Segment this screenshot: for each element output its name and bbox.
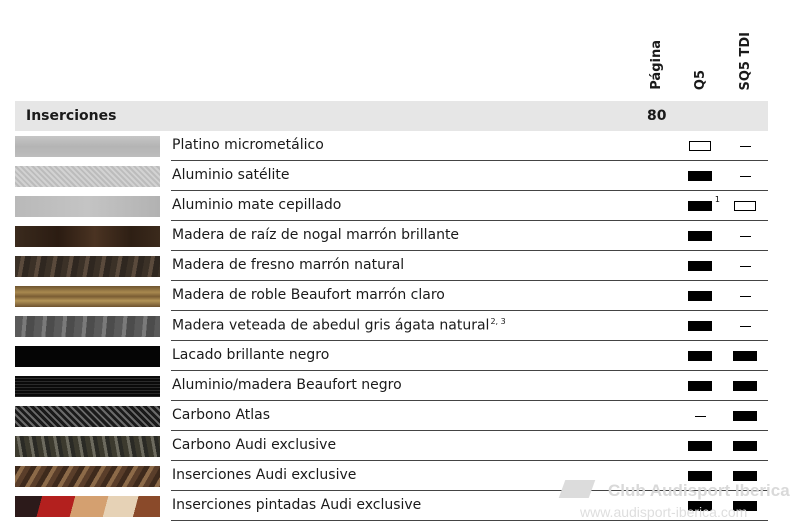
row-label	[172, 437, 336, 453]
availability-cell-sq5	[725, 431, 765, 461]
availability-cell-sq5	[725, 311, 765, 341]
row-label	[172, 137, 324, 153]
availability-cell-sq5	[725, 251, 765, 281]
standard-equipment-icon	[733, 441, 757, 451]
table-row	[15, 461, 768, 491]
row-label-text: Madera veteada de abedul gris ágata natural	[172, 317, 490, 334]
table-row	[15, 221, 768, 251]
availability-cell-q5	[680, 221, 720, 251]
standard-equipment-icon	[688, 195, 720, 211]
not-available-icon	[740, 146, 751, 147]
row-label	[172, 317, 506, 334]
table-row	[15, 401, 768, 431]
row-label	[172, 377, 402, 393]
column-header-pagina	[646, 30, 666, 90]
standard-equipment-icon	[688, 381, 712, 391]
not-available-icon	[695, 416, 706, 417]
standard-equipment-icon	[733, 471, 757, 481]
column-header-q5	[690, 30, 710, 90]
standard-equipment-icon	[688, 171, 712, 181]
row-label-text: Aluminio mate cepillado	[172, 197, 342, 213]
standard-equipment-icon	[688, 471, 712, 481]
availability-cell-sq5	[725, 341, 765, 371]
standard-equipment-icon	[688, 441, 712, 451]
table-row	[15, 371, 768, 401]
material-swatch	[15, 496, 160, 517]
section-page-number: 80	[647, 108, 667, 124]
section-title: Inserciones	[26, 108, 117, 124]
material-swatch	[15, 136, 160, 157]
availability-cell-q5	[680, 461, 720, 491]
not-available-icon	[740, 236, 751, 237]
column-header-sq5	[735, 30, 755, 90]
table-row	[15, 341, 768, 371]
material-swatch	[15, 226, 160, 247]
standard-equipment-icon	[688, 351, 712, 361]
material-swatch	[15, 166, 160, 187]
row-label	[172, 257, 404, 273]
row-footnote: 2, 3	[490, 317, 506, 326]
material-swatch	[15, 286, 160, 307]
table-row	[15, 431, 768, 461]
availability-cell-q5	[680, 431, 720, 461]
availability-cell-q5	[680, 191, 720, 221]
standard-equipment-icon	[733, 381, 757, 391]
table-row	[15, 251, 768, 281]
availability-cell-sq5	[725, 131, 765, 161]
row-label-text: Madera de fresno marrón natural	[172, 257, 405, 273]
availability-cell-sq5	[725, 191, 765, 221]
table-row	[15, 191, 768, 221]
row-label-text: Inserciones Audi exclusive	[172, 467, 357, 483]
table-row	[15, 491, 768, 521]
row-label-text: Carbono Audi exclusive	[172, 437, 337, 453]
row-label	[172, 497, 421, 513]
row-divider	[171, 520, 768, 521]
optional-equipment-icon	[689, 141, 711, 151]
row-label-text: Madera de raíz de nogal marrón brillante	[172, 227, 460, 243]
row-label	[172, 407, 270, 423]
table-row	[15, 161, 768, 191]
watermark-url: www.audisport-iberica.com	[580, 504, 748, 520]
availability-cell-q5	[680, 401, 720, 431]
cell-footnote: 1	[714, 195, 720, 204]
material-swatch	[15, 256, 160, 277]
availability-cell-sq5	[725, 401, 765, 431]
availability-cell-q5	[680, 281, 720, 311]
material-swatch	[15, 346, 160, 367]
material-swatch	[15, 316, 160, 337]
availability-cell-q5	[680, 491, 720, 521]
not-available-icon	[740, 296, 751, 297]
optional-equipment-icon	[734, 201, 756, 211]
availability-cell-sq5	[725, 461, 765, 491]
not-available-icon	[740, 266, 751, 267]
row-label	[172, 227, 459, 243]
row-label-text: Inserciones pintadas Audi exclusive	[172, 497, 422, 513]
row-label	[172, 167, 290, 183]
column-header-pagina-label: Página	[648, 40, 664, 90]
standard-equipment-icon	[733, 411, 757, 421]
row-label-text: Platino micrometálico	[172, 137, 324, 153]
availability-cell-sq5	[725, 161, 765, 191]
row-label-text: Lacado brillante negro	[172, 347, 330, 363]
material-swatch	[15, 376, 160, 397]
availability-cell-sq5	[725, 371, 765, 401]
material-swatch	[15, 406, 160, 427]
not-available-icon	[740, 326, 751, 327]
table-row	[15, 281, 768, 311]
standard-equipment-icon	[688, 291, 712, 301]
standard-equipment-icon	[688, 261, 712, 271]
availability-cell-sq5	[725, 281, 765, 311]
standard-equipment-icon	[688, 321, 712, 331]
row-label	[172, 467, 356, 483]
availability-cell-q5	[680, 131, 720, 161]
availability-cell-sq5	[725, 491, 765, 521]
material-swatch	[15, 466, 160, 487]
row-label	[172, 347, 329, 363]
availability-cell-sq5	[725, 221, 765, 251]
column-header-q5-label: Q5	[692, 69, 708, 90]
watermark-title: Club Audisport Iberica	[608, 481, 790, 500]
row-label	[172, 197, 341, 213]
material-swatch	[15, 436, 160, 457]
availability-cell-q5	[680, 161, 720, 191]
availability-cell-q5	[680, 251, 720, 281]
table-row	[15, 311, 768, 341]
row-label	[172, 287, 445, 303]
standard-equipment-icon	[688, 231, 712, 241]
section-header	[15, 101, 768, 131]
not-available-icon	[740, 176, 751, 177]
availability-cell-q5	[680, 311, 720, 341]
table-row	[15, 131, 768, 161]
material-swatch	[15, 196, 160, 217]
availability-cell-q5	[680, 341, 720, 371]
row-label-text: Carbono Atlas	[172, 407, 271, 423]
standard-equipment-icon	[733, 501, 757, 511]
row-label-text: Aluminio/madera Beaufort negro	[172, 377, 402, 393]
row-label-text: Aluminio satélite	[172, 167, 290, 183]
row-label-text: Madera de roble Beaufort marrón claro	[172, 287, 445, 303]
standard-equipment-icon	[733, 351, 757, 361]
column-header-sq5-label: SQ5 TDI	[737, 31, 753, 90]
availability-cell-q5	[680, 371, 720, 401]
standard-equipment-icon	[688, 501, 712, 511]
